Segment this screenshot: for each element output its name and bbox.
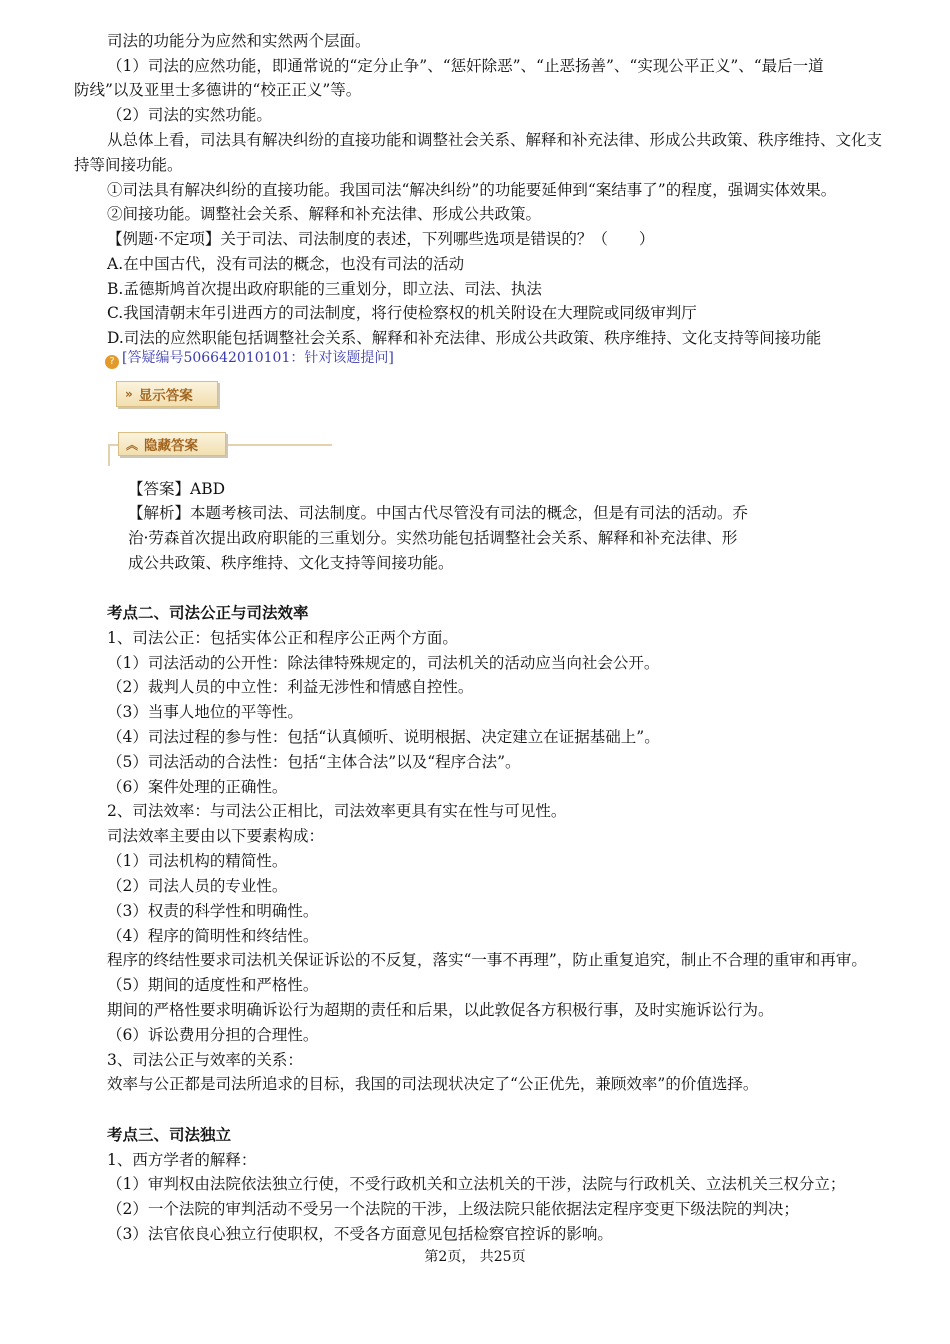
- body-text: （3）权责的科学性和明确性。: [107, 902, 319, 920]
- body-text: ②间接功能。调整社会关系、解释和补充法律、形成公共政策。: [107, 205, 542, 223]
- hide-answer-label: 隐藏答案: [144, 438, 199, 454]
- body-text: 1、西方学者的解释：: [107, 1151, 257, 1169]
- body-text: （2）司法人员的专业性。: [107, 877, 288, 895]
- show-answer-button[interactable]: [116, 381, 218, 407]
- hide-answer-panel: [108, 430, 332, 466]
- analysis-text: 【解析】本题考核司法、司法制度。中国古代尽管没有司法的概念，但是有司法的活动。乔: [128, 504, 749, 522]
- body-text: 1、司法公正：包括实体公正和程序公正两个方面。: [107, 629, 458, 647]
- body-text: 效率与公正都是司法所追求的目标，我国的司法现状决定了“公正优先，兼顾效率”的价值选择。: [107, 1075, 759, 1093]
- example-question: 【例题·不定项】关于司法、司法制度的表述，下列哪些选项是错误的？（ ）: [107, 230, 655, 248]
- hide-answer-button[interactable]: [118, 432, 226, 456]
- body-text: （2）裁判人员的中立性：利益无涉性和情感自控性。: [107, 678, 474, 696]
- question-id-link[interactable]: [105, 348, 394, 369]
- body-text: （1）司法机构的精简性。: [107, 852, 288, 870]
- body-text: 3、司法公正与效率的关系：: [107, 1051, 303, 1069]
- body-text: （2）司法的实然功能。: [107, 106, 272, 124]
- body-text: （2）一个法院的审判活动不受另一个法院的干涉，上级法院只能依据法定程序变更下级法院的判决；: [107, 1200, 799, 1218]
- body-text: （4）司法过程的参与性：包括“认真倾听、说明根据、决定建立在证据基础上”。: [107, 728, 660, 746]
- body-text: （5）期间的适度性和严格性。: [107, 976, 319, 994]
- show-answer-label: 显示答案: [138, 388, 193, 404]
- body-text: （4）程序的简明性和终结性。: [107, 927, 319, 945]
- option-b: B.孟德斯鸠首次提出政府职能的三重划分，即立法、司法、执法: [107, 280, 542, 298]
- body-text: （6）案件处理的正确性。: [107, 778, 288, 796]
- body-text: 司法效率主要由以下要素构成：: [107, 827, 325, 845]
- answer-text: 【答案】ABD: [128, 480, 226, 498]
- body-text: （5）司法活动的合法性：包括“主体合法”以及“程序合法”。: [107, 753, 521, 771]
- divider: [108, 444, 110, 466]
- question-icon: ?: [105, 355, 119, 369]
- body-text: （1）司法的应然功能，即通常说的“定分止争”、“惩奸除恶”、“止恶扬善”、“实现公平正义”、“最后一道: [107, 57, 824, 75]
- body-text: 防线”以及亚里士多德讲的“校正正义”等。: [74, 81, 362, 99]
- body-text: 2、司法效率：与司法公正相比，司法效率更具有实在性与可见性。: [107, 802, 567, 820]
- double-chevron-right-icon: »: [125, 387, 133, 401]
- body-text: 程序的终结性要求司法机关保证诉讼的不反复，落实“一事不再理”，防止重复追究，制止不合理的重审和再审。: [107, 951, 867, 969]
- section-heading: 考点三、司法独立: [107, 1125, 232, 1144]
- body-text: （3）当事人地位的平等性。: [107, 703, 303, 721]
- double-chevron-up-icon: ︽: [126, 437, 139, 452]
- body-text: （1）司法活动的公开性：除法律特殊规定的，司法机关的活动应当向社会公开。: [107, 654, 660, 672]
- body-text: 期间的严格性要求明确诉讼行为超期的责任和后果，以此敦促各方积极行事，及时实施诉讼行为。: [107, 1001, 774, 1019]
- question-id-text: [答疑编号506642010101：针对该题提问]: [122, 350, 394, 366]
- analysis-text: 治·劳森首次提出政府职能的三重划分。实然功能包括调整社会关系、解释和补充法律、形: [128, 529, 738, 547]
- option-d: D.司法的应然职能包括调整社会关系、解释和补充法律、形成公共政策、秩序维持、文化支持等间接功能: [107, 329, 822, 347]
- body-text: 从总体上看，司法具有解决纠纷的直接功能和调整社会关系、解释和补充法律、形成公共政策、秩序维持、文化支: [107, 131, 883, 149]
- option-c: C.我国清朝末年引进西方的司法制度，将行使检察权的机关附设在大理院或同级审判厅: [107, 304, 697, 322]
- section-heading: 考点二、司法公正与司法效率: [107, 603, 309, 622]
- body-text: 司法的功能分为应然和实然两个层面。: [107, 32, 371, 50]
- option-a: A.在中国古代，没有司法的概念，也没有司法的活动: [107, 255, 465, 273]
- body-text: （1）审判权由法院依法独立行使，不受行政机关和立法机关的干涉，法院与行政机关、立法机关三权分立；: [107, 1175, 846, 1193]
- page-footer: 第2页， 共25页: [424, 1249, 526, 1265]
- body-text: 持等间接功能。: [74, 156, 183, 174]
- body-text: ①司法具有解决纠纷的直接功能。我国司法“解决纠纷”的功能要延伸到“案结事了”的程度，强调实体效果。: [107, 181, 837, 199]
- body-text: （3）法官依良心独立行使职权，不受各方面意见包括检察官控诉的影响。: [107, 1225, 613, 1243]
- body-text: （6）诉讼费用分担的合理性。: [107, 1026, 319, 1044]
- analysis-text: 成公共政策、秩序维持、文化支持等间接功能。: [128, 554, 454, 572]
